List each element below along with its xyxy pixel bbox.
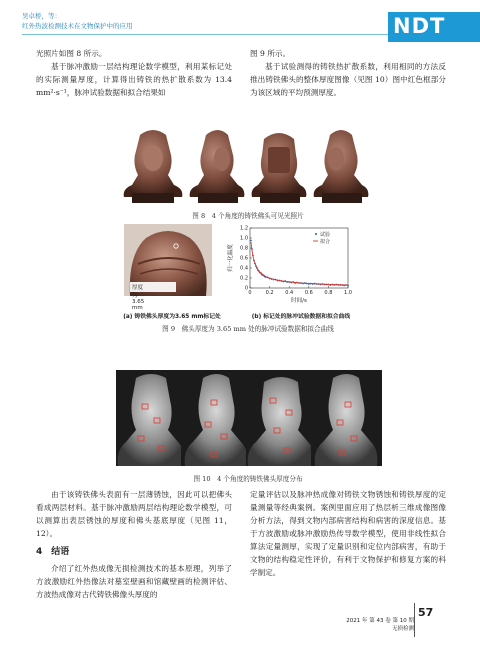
paragraph-body: 基于试验测得的铸铁热扩散系数，利用相同的方法反推出铸铁佛头的整体厚度图像（见图 10）图中红色框部分为该区域的平均预测厚度。 — [250, 62, 446, 97]
y-axis-label: 归一化温度 — [228, 244, 234, 272]
bust-photo-back — [244, 125, 314, 203]
y-tick-label: 0.4 — [240, 265, 248, 272]
header-authors: 吴卓桥，等： — [22, 12, 61, 20]
figure-9-caption: 图 9 佛头厚度为 3.65 mm 处的脉冲试验数据和拟合曲线 — [162, 325, 334, 333]
x-tick-label: 1.0 — [344, 290, 352, 296]
right-bottom-paragraph — [250, 488, 446, 579]
y-tick-label: 1.0 — [240, 235, 248, 242]
header-title: 红外热波检测技术在文物保护中的应用 — [22, 22, 133, 30]
paragraph-body: 介绍了红外热成像无损检测技术的基本原理，列举了方波激励红外热像法对墓室壁画和馆藏壁画的检测评估、方波热成像对古代铸铁佛像头厚度的 — [36, 564, 232, 599]
conclusion-paragraph — [36, 562, 232, 601]
footer-divider — [414, 603, 415, 637]
fit-line — [251, 242, 348, 285]
paragraph-body: 基于脉冲激励一层结构理论数学模型，利用某标记处的实际测量厚度，计算得出铸铁的热扩散系数为 13.4 mm²·s⁻¹，脉冲试验数据和拟合结果如 — [36, 62, 232, 97]
paragraph-body: 定量评估以及脉冲热成像对铸铁文物锈蚀和铸铁厚度的定量测量等经典案例。案例里面应用了热层析三维成像图像分析方法，得到文物内部病害结构和病害的深度信息。基于方波激励或脉冲激励热传导数学模型，使用非线性拟合算法定量测厚，实现了定量识别和定位内部病害，有助于文物的结构稳定性评价，有利于文物保护和修复方案的科学制定。 — [250, 490, 446, 577]
data-point — [250, 240, 252, 242]
figure-9b-caption: (b) 标记处的脉冲试验数据和拟合曲线 — [251, 314, 351, 320]
bust-photo-front — [118, 125, 188, 203]
thickness-map-side — [181, 370, 252, 466]
thickness-map-back — [246, 370, 317, 466]
bust-photo-other-side — [306, 125, 376, 203]
page-number: 57 — [418, 606, 434, 619]
figure-10-caption: 图 10 4 个角度的铸铁佛头厚度分布 — [193, 475, 303, 483]
right-top-paragraph — [250, 47, 446, 99]
x-tick-label: 0.4 — [285, 290, 294, 296]
figure-8-caption: 图 8 4 个角度的铸铁佛头可见光照片 — [192, 212, 304, 220]
legend-label-fit: 拟合 — [320, 238, 331, 245]
x-tick-label: 0 — [248, 290, 252, 296]
y-tick-label: 0.8 — [240, 245, 248, 252]
y-tick-label: 0.6 — [240, 255, 248, 262]
figure-9a-caption: (a) 铸铁佛头厚度为3.65 mm标记处 — [123, 314, 221, 320]
header-rule — [22, 34, 388, 35]
footer-journal: 无损检测 — [391, 626, 414, 632]
x-tick-label: 0.6 — [304, 290, 313, 296]
paragraph-body: 由于该铸铁佛头表面有一层薄锈蚀，因此可以把佛头看成两层材料。基于脉冲激励两层结构理论数学模型，可以测算出表层锈蚀的厚度和佛头基底厚度（见图 11，12）。 — [36, 490, 232, 538]
x-axis-label: 时间/s — [291, 298, 307, 304]
logo-text: NDT — [393, 14, 446, 38]
legend-label-experiment: 试验 — [320, 231, 331, 238]
thickness-map-other-side — [311, 370, 382, 466]
y-tick-label: 0 — [244, 285, 248, 292]
bust-photo-side — [182, 125, 252, 203]
plot-frame — [250, 228, 348, 288]
paragraph-line: 图 9 所示。 — [250, 49, 291, 58]
running-header — [0, 0, 480, 40]
x-tick-label: 0.2 — [265, 290, 274, 296]
thickness-marker-label: 厚度为3.65 mm — [132, 285, 145, 311]
left-top-paragraph — [36, 47, 232, 99]
thickness-map-front — [116, 370, 187, 466]
section-4-heading: 4 结语 — [36, 547, 70, 557]
pulse-fit-chart — [226, 222, 358, 308]
footer-issue: 2021 年 第 43 卷 第 10 期 — [346, 618, 414, 624]
footer-info — [346, 617, 414, 633]
paragraph-line: 光照片如图 8 所示。 — [36, 49, 107, 58]
x-tick-label: 0.8 — [324, 290, 333, 296]
y-tick-label: 1.2 — [240, 225, 248, 232]
y-tick-label: 0.2 — [240, 275, 248, 282]
left-bottom-paragraph — [36, 488, 232, 540]
legend-marker-experiment — [315, 233, 317, 235]
journal-logo — [388, 12, 480, 42]
